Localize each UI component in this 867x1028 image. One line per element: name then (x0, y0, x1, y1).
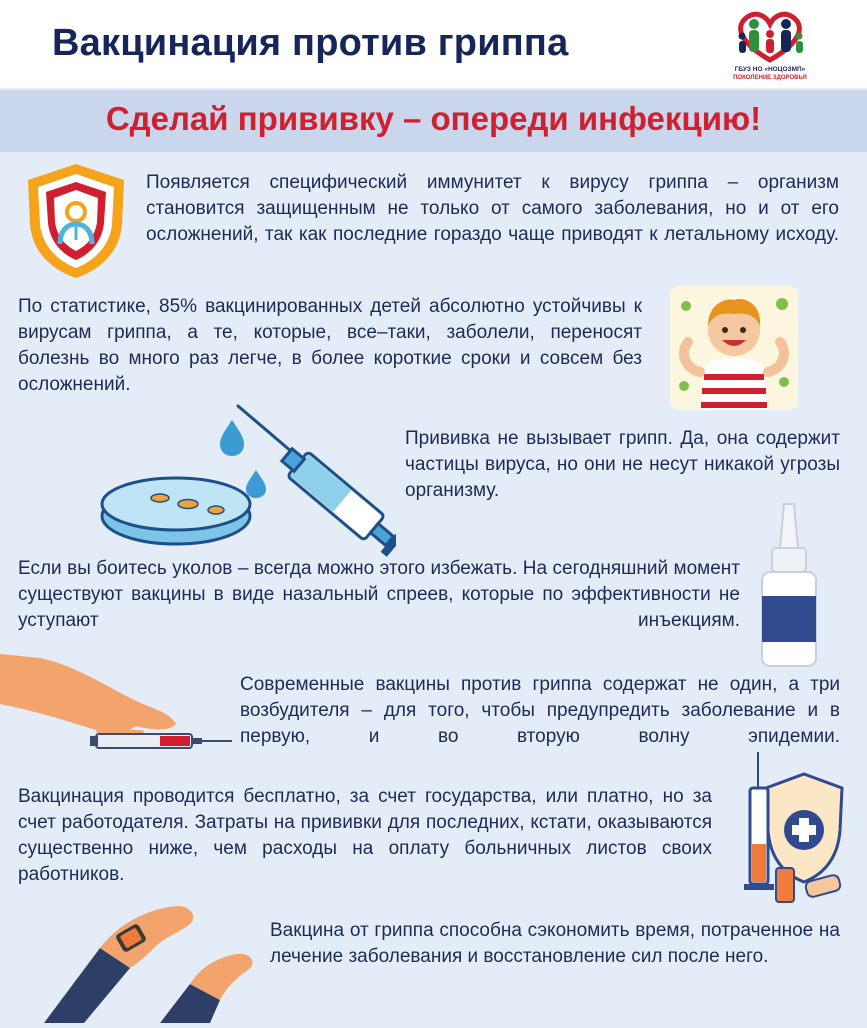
shield-person-icon (20, 160, 132, 282)
paragraph-free-vaccination: Вакцинация проводится бесплатно, за счет государства, или платно, но за счет работодателя. Затраты на прививки для последних, кстати, оказываются существенно ниже, чем расходы на оплату больничных листов своих работников. (18, 786, 712, 885)
page-title: Вакцинация против гриппа (52, 22, 569, 64)
syringe-petri-dish-icon (96, 400, 396, 560)
hand-syringe-icon (0, 654, 238, 764)
logo-org-name: ГБУЗ НО «НОЦОЗМП» (734, 66, 806, 73)
paragraph-save-time: Вакцина от гриппа способна сэкономить время, потраченное на лечение заболевания и восстановление сил после него. (270, 920, 840, 967)
slogan-banner (0, 90, 867, 152)
paragraph-modern-vaccines: Современные вакцины против гриппа содержат не один, а три возбудителя – для того, чтобы предупредить заболевание и в первую, и во вторую волну эпидемии. (240, 674, 840, 747)
slogan-text: Сделай прививку – опереди инфекцию! (105, 100, 762, 137)
organization-logo (722, 6, 818, 88)
paragraph-no-flu: Прививка не вызывает грипп. Да, она содержит частицы вируса, но они не несут никакой угрозы организму. (405, 428, 840, 501)
logo-tagline: ПОКОЛЕНИЕ ЗДОРОВЬЯ (733, 75, 807, 81)
paragraph-immunity: Появляется специфический иммунитет к вирусу гриппа – организм становится защищенным не только от самого заболевания, но и от его осложнений, так как последние гораздо чаще приводят к летальному исходу. (146, 172, 839, 245)
page-header (0, 0, 867, 88)
nasal-spray-icon (754, 500, 824, 670)
medical-shield-icon (736, 748, 846, 908)
paragraph-nasal-spray: Если вы боитесь уколов – всегда можно этого избежать. На сегодняшний момент существуют вакцины в виде назальный спреев, которые по эффективности не уступают инъекциям. (18, 558, 740, 631)
paragraph-statistics: По статистике, 85% вакцинированных детей абсолютно устойчивы к вирусам гриппа, а те, которые, все–таки, заболели, переносят болезнь во много раз легче, в более короткие сроки и совсем без осложнений. (18, 296, 642, 395)
wristwatch-hands-icon (40, 888, 270, 1023)
happy-child-icon (670, 286, 798, 410)
